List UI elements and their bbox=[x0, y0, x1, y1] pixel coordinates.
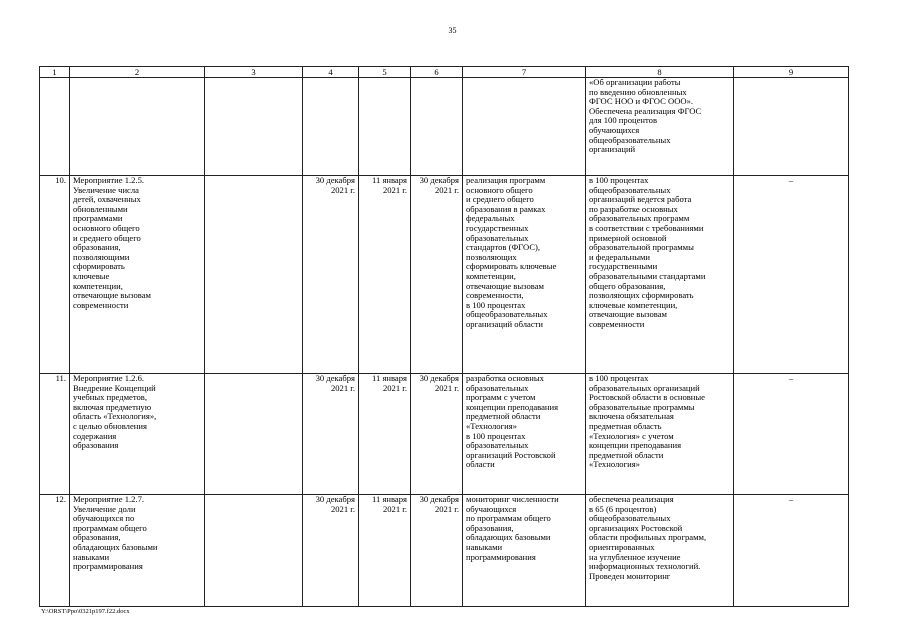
event-name: Мероприятие 1.2.6. Внедрение Концепций учебных предметов, включая предметную область «Технология», с целью обновления содержания образования bbox=[70, 374, 205, 495]
actual-result: «Об организации работы по введению обновленных ФГОС НОО и ФГОС ООО». Обеспечена реализация ФГОС для 100 процентов обучающихся общеобразовательных организаций bbox=[586, 78, 734, 176]
header-cell: 6 bbox=[411, 67, 463, 78]
row-number: 12. bbox=[40, 495, 70, 607]
event-name: Мероприятие 1.2.5. Увеличение числа детей, охваченных обновленными программами основного общего и среднего общего образования, позволяющими сформировать ключевые компетенции, отвечающие вызовам современности bbox=[70, 176, 205, 374]
actual-result: в 100 процентах образовательных организаций Ростовской области в основные образовательные программы включена обязательная предметная область «Технология» с учетом концепции преподавания предметной области «Технология» bbox=[586, 374, 734, 495]
actual-end: 30 декабря 2021 г. bbox=[411, 176, 463, 374]
header-cell: 5 bbox=[359, 67, 411, 78]
responsible bbox=[205, 176, 303, 374]
row-number bbox=[40, 78, 70, 176]
actual-result: обеспечена реализация в 65 (6 процентов) общеобразовательных организациях Ростовской области профильных программ, ориентированных на углубленное изучение информационных технологий. Проведен мониторинг bbox=[586, 495, 734, 607]
file-path-footer: Y:\ORST\Ppo\0321p197.f22.docx bbox=[41, 608, 130, 615]
responsible bbox=[205, 495, 303, 607]
table-row bbox=[40, 176, 849, 374]
planned-date: 30 декабря 2021 г. bbox=[303, 176, 359, 374]
deviation-note bbox=[734, 78, 849, 176]
planned-date bbox=[303, 78, 359, 176]
actual-end bbox=[411, 78, 463, 176]
planned-date: 30 декабря 2021 г. bbox=[303, 374, 359, 495]
event-name bbox=[70, 78, 205, 176]
expected-result: мониторинг численности обучающихся по программам общего образования, обладающих базовыми навыками программирования bbox=[463, 495, 586, 607]
header-cell: 4 bbox=[303, 67, 359, 78]
table-row bbox=[40, 78, 849, 176]
header-cell: 9 bbox=[734, 67, 849, 78]
header-cell: 1 bbox=[40, 67, 70, 78]
actual-end: 30 декабря 2021 г. bbox=[411, 374, 463, 495]
column-number-header bbox=[40, 67, 849, 78]
actual-start: 11 января 2021 г. bbox=[359, 374, 411, 495]
table-row bbox=[40, 495, 849, 607]
actual-start: 11 января 2021 г. bbox=[359, 495, 411, 607]
responsible bbox=[205, 78, 303, 176]
row-number: 11. bbox=[40, 374, 70, 495]
header-cell: 7 bbox=[463, 67, 586, 78]
expected-result: разработка основных образовательных программ с учетом концепции преподавания предметной области «Технология» в 100 процентах образовательных организаций Ростовской области bbox=[463, 374, 586, 495]
event-name: Мероприятие 1.2.7. Увеличение доли обучающихся по программам общего образования, обладающих базовыми навыками программирования bbox=[70, 495, 205, 607]
program-table bbox=[39, 66, 849, 607]
header-cell: 8 bbox=[586, 67, 734, 78]
header-cell: 3 bbox=[205, 67, 303, 78]
responsible bbox=[205, 374, 303, 495]
deviation-note: – bbox=[734, 374, 849, 495]
table-row bbox=[40, 374, 849, 495]
planned-date: 30 декабря 2021 г. bbox=[303, 495, 359, 607]
page-number: 35 bbox=[448, 26, 457, 35]
expected-result: реализация программ основного общего и среднего общего образования в рамках федеральных государственных образовательных стандартов (ФГОС), позволяющих сформировать ключевые компетенции, отвечающие вызовам современности, в 100 процентах общеобразовательных организаций области bbox=[463, 176, 586, 374]
actual-start: 11 января 2021 г. bbox=[359, 176, 411, 374]
actual-result: в 100 процентах общеобразовательных организаций ведется работа по разработке основных образовательных программ в соответствии с требованиями примерной основной образовательной программы и федеральными государственными образовательными стандартами общего образования, позволяющих сформировать ключевые компетенции, отвечающие вызовам современности bbox=[586, 176, 734, 374]
actual-end: 30 декабря 2021 г. bbox=[411, 495, 463, 607]
row-number: 10. bbox=[40, 176, 70, 374]
expected-result bbox=[463, 78, 586, 176]
header-cell: 2 bbox=[70, 67, 205, 78]
deviation-note: – bbox=[734, 495, 849, 607]
actual-start bbox=[359, 78, 411, 176]
deviation-note: – bbox=[734, 176, 849, 374]
